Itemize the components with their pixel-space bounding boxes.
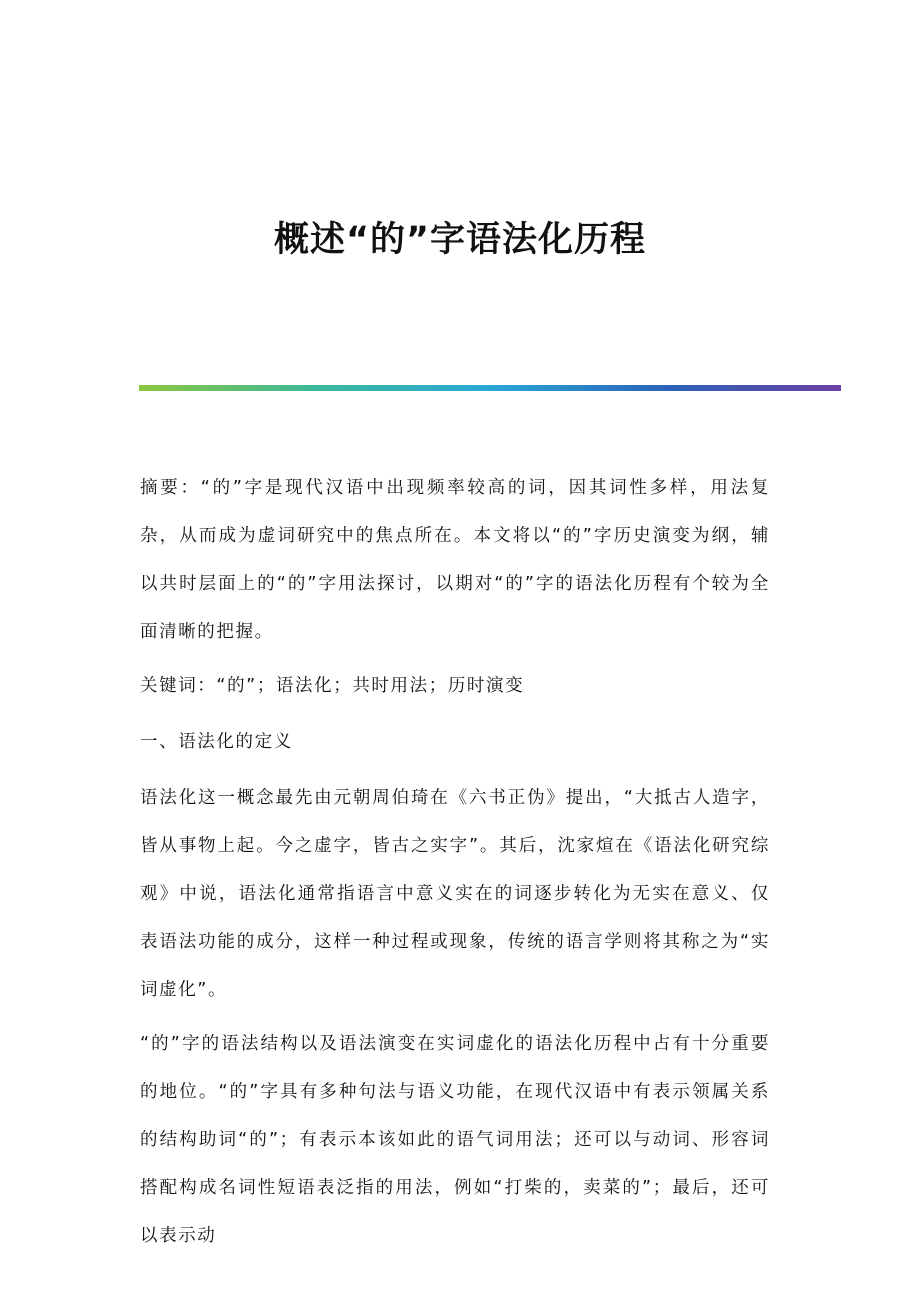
- keywords-line: 关键词：“的”；语法化；共时用法；历时演变: [140, 676, 525, 696]
- document-title: 概述“的”字语法化历程: [273, 220, 646, 260]
- document-body: [140, 464, 770, 1266]
- abstract-paragraph: 摘要：“的”字是现代汉语中出现频率较高的词，因其词性多样，用法复杂，从而成为虚词研究中的焦点所在。本文将以“的”字历史演变为纲，辅以共时层面上的“的”字用法探讨，以期对“的”字的语法化历程有个较为全面清晰的把握。: [140, 478, 770, 642]
- body-paragraph-1: 语法化这一概念最先由元朝周伯琦在《六书正伪》提出，“大抵古人造字，皆从事物上起。今之虚字，皆古之实字”。其后，沈家煊在《语法化研究综观》中说，语法化通常指语言中意义实在的词逐步转化为无实在意义、仅表语法功能的成分，这样一种过程或现象，传统的语言学则将其称之为“实词虚化”。: [140, 788, 770, 1000]
- section-heading: 一、语法化的定义: [140, 732, 293, 752]
- body-paragraph-2: “的”字的语法结构以及语法演变在实词虚化的语法化历程中占有十分重要的地位。“的”字具有多种句法与语义功能，在现代汉语中有表示领属关系的结构助词“的”；有表示本该如此的语气词用法；还可以与动词、形容词搭配构成名词性短语表泛指的用法，例如“打柴的，卖菜的”；最后，还可以表示动: [140, 1034, 770, 1246]
- title-divider-gradient: [139, 385, 841, 391]
